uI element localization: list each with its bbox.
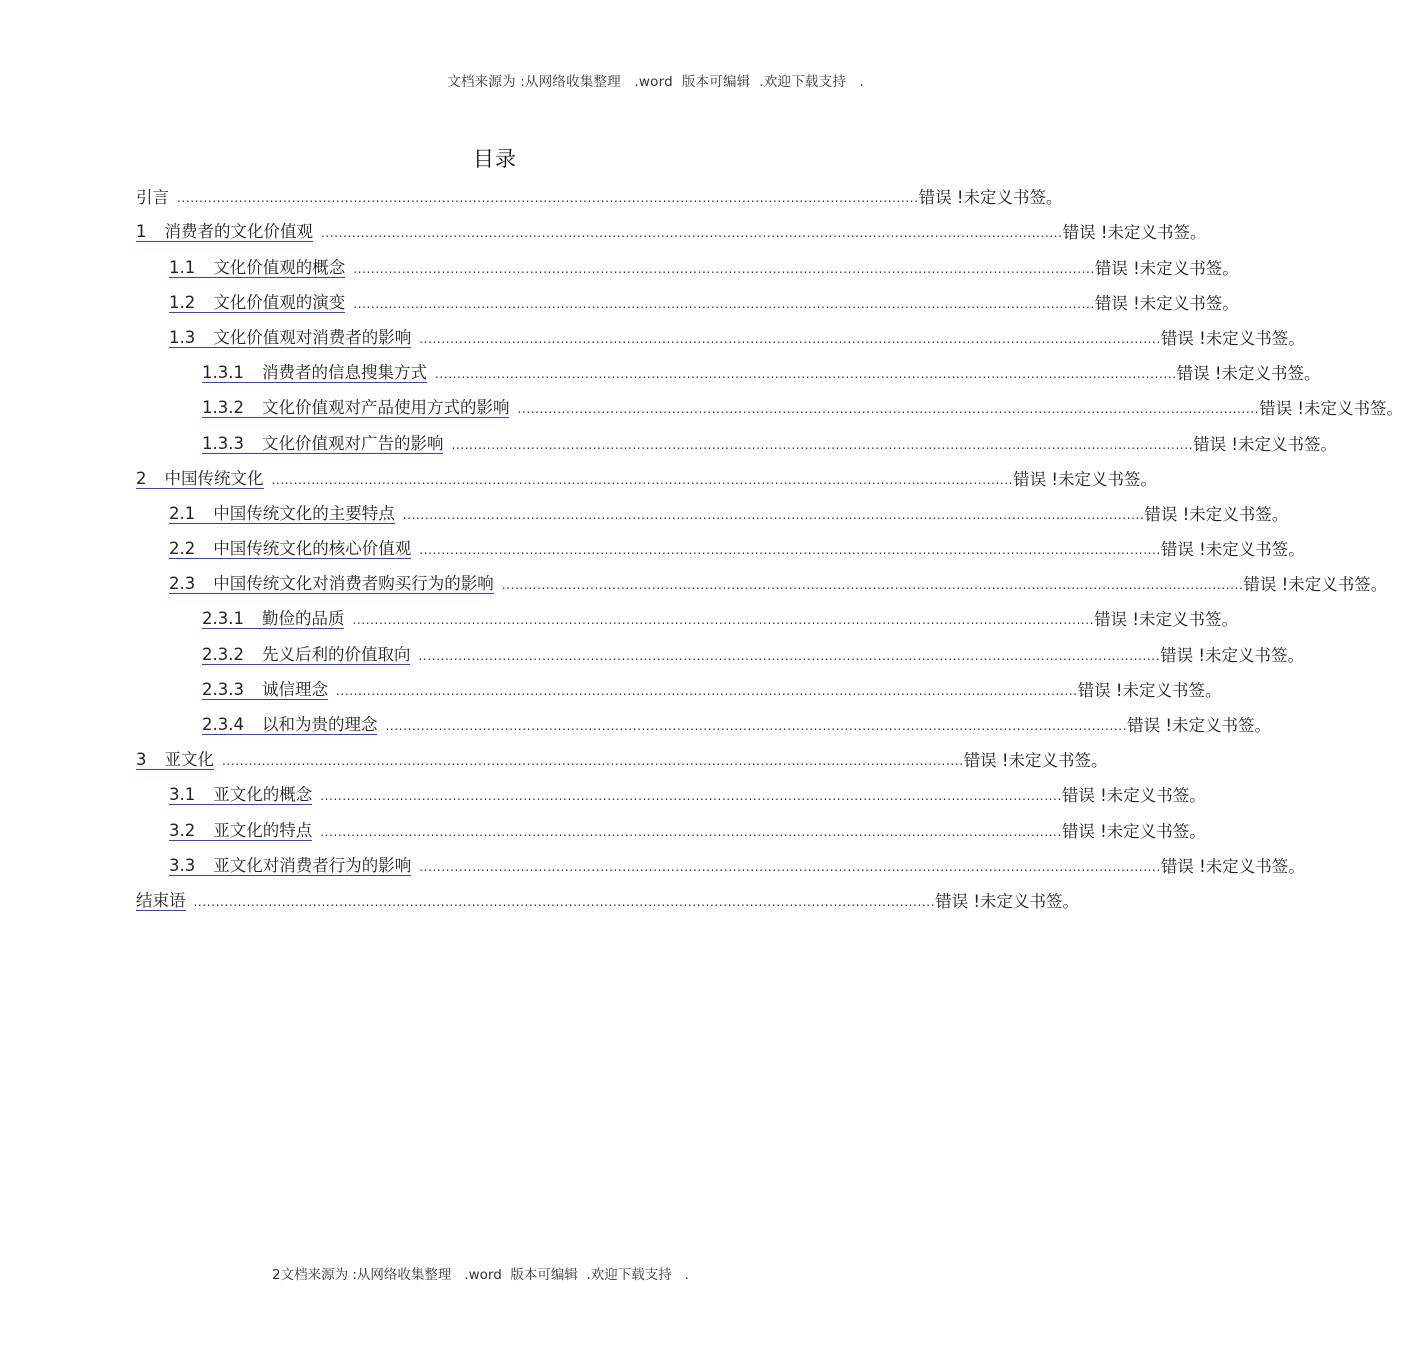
toc-entry-intro[interactable] xyxy=(136,176,1063,211)
toc-page-ref: 错误 !未定义书签。 xyxy=(1094,258,1239,278)
toc-entry-1-1[interactable] xyxy=(136,246,1239,281)
toc-entry-conclusion[interactable] xyxy=(136,880,1079,915)
toc-label: 文化价值观的概念 xyxy=(213,257,346,277)
toc-leader-dots: ........................................................................................................................................................................ xyxy=(177,191,919,206)
page-title: 目录 xyxy=(473,147,517,171)
toc-link[interactable] xyxy=(202,399,509,418)
toc-number: 2.3.1 xyxy=(202,609,244,629)
toc-number: 2.3.4 xyxy=(202,715,244,734)
toc-entry-1-3[interactable] xyxy=(136,317,1305,352)
toc-number: 2.3.3 xyxy=(202,679,244,699)
toc-number: 3.1 xyxy=(169,785,196,805)
toc-label: 引言 xyxy=(136,188,169,208)
toc-page-ref: 错误 !未定义书签。 xyxy=(1160,540,1305,560)
table-of-contents xyxy=(136,176,1403,915)
toc-leader-dots: ........................................................................................................................................................................ xyxy=(353,296,1095,311)
toc-entry-2[interactable] xyxy=(136,458,1157,493)
toc-leader-dots: ........................................................................................................................................................................ xyxy=(419,859,1161,874)
toc-label: 文化价值观对消费者的影响 xyxy=(213,327,412,347)
toc-link[interactable] xyxy=(202,716,377,735)
toc-page-ref: 错误 !未定义书签。 xyxy=(1094,610,1238,630)
toc-page-ref: 错误 !未定义书签。 xyxy=(1160,328,1305,348)
toc-link[interactable] xyxy=(169,259,345,278)
toc-leader-dots: ........................................................................................................................................................................ xyxy=(353,261,1095,276)
toc-entry-3[interactable] xyxy=(136,739,1108,774)
toc-leader-dots: ........................................................................................................................................................................ xyxy=(320,824,1062,839)
toc-link[interactable] xyxy=(202,681,328,700)
toc-link[interactable] xyxy=(169,329,411,348)
toc-page-ref: 错误 !未定义书签。 xyxy=(1061,821,1206,841)
toc-label: 亚文化 xyxy=(164,750,214,770)
toc-page-ref: 错误 !未定义书签。 xyxy=(1144,504,1289,524)
toc-label: 先义后利的价值取向 xyxy=(261,644,411,664)
toc-link[interactable] xyxy=(136,470,264,489)
toc-leader-dots: ........................................................................................................................................................................ xyxy=(517,402,1260,417)
toc-link[interactable] xyxy=(136,189,169,207)
toc-link[interactable] xyxy=(169,540,411,559)
toc-leader-dots: ........................................................................................................................................................................ xyxy=(335,683,1078,698)
toc-link[interactable] xyxy=(136,751,214,770)
toc-leader-dots: ........................................................................................................................................................................ xyxy=(501,578,1244,593)
toc-leader-dots: ........................................................................................................................................................................ xyxy=(418,648,1161,663)
toc-number: 3.3 xyxy=(169,855,196,875)
toc-link[interactable] xyxy=(169,294,345,313)
toc-leader-dots: ........................................................................................................................................................................ xyxy=(434,367,1177,382)
toc-number: 1.2 xyxy=(169,292,196,312)
toc-number: 1.3 xyxy=(169,327,196,347)
page-footer: 2文档来源为 :从网络收集整理 .word 版本可编辑 .欢迎下载支持 . xyxy=(272,1267,689,1283)
toc-number: 3.2 xyxy=(169,820,196,840)
toc-label: 亚文化对消费者行为的影响 xyxy=(213,855,412,875)
toc-link[interactable] xyxy=(169,575,494,594)
toc-page-ref: 错误 !未定义书签。 xyxy=(1243,575,1388,595)
toc-link[interactable] xyxy=(136,892,186,911)
toc-page-ref: 错误 !未定义书签。 xyxy=(1061,786,1206,806)
toc-page-ref: 错误 !未定义书签。 xyxy=(1077,680,1222,700)
toc-leader-dots: ........................................................................................................................................................................ xyxy=(271,472,1014,487)
toc-entry-1[interactable] xyxy=(136,211,1207,246)
toc-page-ref: 错误 !未定义书签。 xyxy=(1259,399,1403,419)
toc-label: 亚文化的特点 xyxy=(213,820,313,840)
toc-link[interactable] xyxy=(169,857,411,876)
toc-entry-2-3-1[interactable] xyxy=(136,598,1238,633)
toc-leader-dots: ........................................................................................................................................................................ xyxy=(402,507,1145,522)
toc-entry-3-1[interactable] xyxy=(136,774,1206,809)
toc-label: 中国传统文化 xyxy=(164,468,264,488)
toc-label: 诚信理念 xyxy=(261,679,328,699)
toc-leader-dots: ........................................................................................................................................................................ xyxy=(321,226,1063,241)
toc-page-ref: 错误 !未定义书签。 xyxy=(1176,364,1321,384)
toc-leader-dots: ........................................................................................................................................................................ xyxy=(385,719,1128,733)
toc-entry-1-2[interactable] xyxy=(136,282,1239,317)
toc-link[interactable] xyxy=(169,822,312,841)
toc-label: 勤俭的品质 xyxy=(261,609,345,629)
toc-label: 文化价值观的演变 xyxy=(213,292,346,312)
toc-page-ref: 错误 !未定义书签。 xyxy=(963,751,1108,771)
toc-link[interactable] xyxy=(202,364,427,383)
toc-number: 2.3.2 xyxy=(202,644,244,664)
toc-page-ref: 错误 !未定义书签。 xyxy=(918,188,1063,208)
toc-label: 亚文化的概念 xyxy=(213,785,313,805)
toc-entry-2-3-2[interactable] xyxy=(136,633,1304,668)
toc-number: 3 xyxy=(136,750,147,770)
toc-label: 中国传统文化对消费者购买行为的影响 xyxy=(213,574,494,594)
toc-page-ref: 错误 !未定义书签。 xyxy=(1193,434,1337,454)
toc-number: 2 xyxy=(136,468,147,488)
toc-number: 2.3 xyxy=(169,574,196,594)
toc-page-ref: 错误 !未定义书签。 xyxy=(1013,469,1157,489)
toc-entry-2-3-3[interactable] xyxy=(136,669,1222,704)
toc-link[interactable] xyxy=(169,786,312,805)
toc-entry-1-3-1[interactable] xyxy=(136,352,1321,387)
toc-entry-2-2[interactable] xyxy=(136,528,1305,563)
toc-label: 以和为贵的理念 xyxy=(261,715,378,734)
toc-entry-2-3-4[interactable] xyxy=(136,704,1271,739)
toc-page-ref: 错误 !未定义书签。 xyxy=(935,891,1079,911)
toc-leader-dots: ........................................................................................................................................................................ xyxy=(193,894,936,909)
toc-number: 1.1 xyxy=(169,257,196,277)
toc-number: 1.3.3 xyxy=(202,433,244,453)
toc-number: 2.2 xyxy=(169,539,196,559)
toc-link[interactable] xyxy=(202,435,443,454)
toc-leader-dots: ........................................................................................................................................................................ xyxy=(352,613,1095,628)
toc-entry-2-1[interactable] xyxy=(136,493,1289,528)
toc-page-ref: 错误 !未定义书签。 xyxy=(1160,645,1304,665)
toc-label: 文化价值观对广告的影响 xyxy=(261,433,444,453)
toc-number: 2.1 xyxy=(169,503,196,523)
toc-leader-dots: ........................................................................................................................................................................ xyxy=(320,789,1062,804)
toc-page-ref: 错误 !未定义书签。 xyxy=(1062,223,1207,243)
toc-entry-1-3-2[interactable] xyxy=(136,387,1403,422)
toc-page-ref: 错误 !未定义书签。 xyxy=(1094,293,1239,313)
toc-page-ref: 错误 !未定义书签。 xyxy=(1160,856,1305,876)
toc-leader-dots: ........................................................................................................................................................................ xyxy=(222,754,964,769)
toc-label: 消费者的文化价值观 xyxy=(164,222,313,242)
toc-leader-dots: ........................................................................................................................................................................ xyxy=(419,543,1161,558)
toc-leader-dots: ........................................................................................................................................................................ xyxy=(451,437,1194,452)
toc-link[interactable] xyxy=(136,223,313,242)
toc-page-ref: 错误 !未定义书签。 xyxy=(1127,716,1271,735)
toc-label: 中国传统文化的核心价值观 xyxy=(213,539,412,559)
page-header: 文档来源为 :从网络收集整理 .word 版本可编辑 .欢迎下载支持 . xyxy=(447,74,864,90)
toc-number: 1.3.2 xyxy=(202,398,244,418)
toc-label: 结束语 xyxy=(136,890,186,910)
toc-label: 文化价值观对产品使用方式的影响 xyxy=(261,398,510,418)
toc-leader-dots: ........................................................................................................................................................................ xyxy=(419,331,1161,346)
toc-label: 消费者的信息搜集方式 xyxy=(261,363,427,383)
toc-number: 1 xyxy=(136,222,147,242)
toc-link[interactable] xyxy=(202,610,344,629)
toc-entry-1-3-3[interactable] xyxy=(136,422,1337,457)
toc-entry-2-3[interactable] xyxy=(136,563,1388,598)
toc-entry-3-2[interactable] xyxy=(136,809,1206,844)
toc-link[interactable] xyxy=(202,646,410,665)
toc-link[interactable] xyxy=(169,505,395,524)
toc-entry-3-3[interactable] xyxy=(136,845,1305,880)
toc-number: 1.3.1 xyxy=(202,363,244,383)
toc-label: 中国传统文化的主要特点 xyxy=(213,503,395,523)
